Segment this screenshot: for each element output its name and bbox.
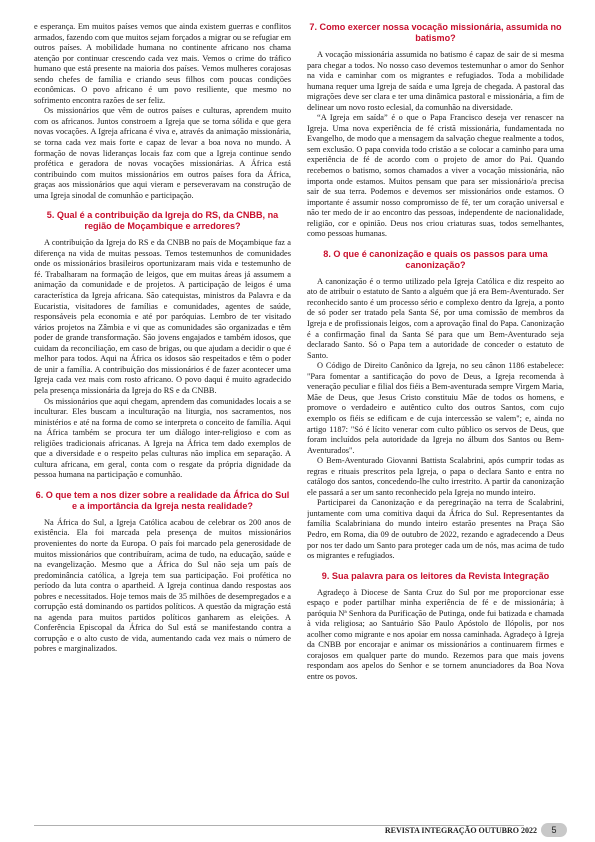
paragraph: Na África do Sul, a Igreja Católica acabou de celebrar os 200 anos de existência. Ela foi marcada pela presença de muitos missionários provenientes do norte da Europa. O país foi marcado pela generosidade de muitos missionários que contribuíram, acima de tudo, na educação, saúde e na evangelização. Mesmo que a África do Sul não seja um país de predominância católica, a Igreja tem sua participação. Foi profética no período da luta contra o apartheid. A Igreja continua dando respostas aos pobres e necessitados. Hoje temos mais de 35 milhões de desempregados e a corrupção está dominando os partidos políticos. A questão da migração está na agenda para muitos partidos políticos ganharem as eleições. A Conferência Episcopal da África do Sul está se manifestando contra a corrupção e o alto custo de vida, aumentando cada vez mais o número de pobres e marginalizados.: [34, 517, 291, 654]
paragraph: Participarei da Canonização e da peregrinação na terra de Scalabrini, juntamente com uma comitiva daqui da África do Sul. Representantes da família Scalabriniana do mundo inteiro estarão presentes na Praça São Pedro, em Roma, dia 09 de outubro de 2022, rezando e agradecendo a Deus por nos ter dado um Santo para proteger cada um de nós, mas acima de tudo os migrantes e refugiados.: [307, 498, 564, 561]
paragraph: A vocação missionária assumida no batismo é capaz de sair de si mesma para chegar a todos. No nosso caso devemos testemunhar o amor do Senhor na vida e caminhar com os migrantes e refugiados. Toda a mobilidade humana requer uma Igreja de saída e uma Igreja de chegada. A pastoral das migrações deve ser clara e ter uma dinâmica pastoral e missionária, a fim de delinear um novo rosto eclesial, da comunhão na diversidade.: [307, 50, 564, 112]
paragraph: A canonização é o termo utilizado pela Igreja Católica e diz respeito ao ato de atribuir o estatuto de Santo a alguém que já era Bem-Aventurado. Ser reconhecido santo é um processo sério e complexo dentro da Igreja, a ponto de só poder ser tratado pela Santa Sé, por uma comissão de membros da Igreja e de profissionais leigos, com a aprovação final do Papa. Canonização é a confirmação final da Santa Sé para que um Bem-Aventurado seja declarado Santo. Só o Papa tem a autoridade de conceder o estatuto de Santo.: [307, 276, 564, 360]
section-heading-8: 8. O que é canonização e quais os passos para uma canonização?: [323, 248, 548, 270]
paragraph: O Bem-Aventurado Giovanni Battista Scalabrini, após cumprir todas as regras e rituais prescritos pela Igreja, o papa o declara Santo e entra no catálogo dos santos, concedendo-lhe culto irrestrito. A partir da canonização ele passará a ser um santo reconhecido pela Igreja no mundo inteiro.: [307, 456, 564, 497]
footer-magazine-title: REVISTA INTEGRAÇÃO OUTUBRO 2022: [384, 826, 537, 835]
paragraph: Os missionários que aqui chegam, aprendem das comunidades locais a se inculturar. Eles buscam a inculturação na liturgia, nos sacramentos, nos ministérios e até na forma de como se interpreta o conceito de família. Aqui na África também se procura ter um diálogo inter-religioso e com as religiões tradicionais africanas. A Igreja na África tem dado exemplos de que a diversidade e o respeito pelas culturas não implica em separação. A cultura africana, em geral, conta com o resgate da própria dignidade da pessoa humana na participação e comunhão.: [34, 396, 291, 480]
paragraph: “A Igreja em saída” é o que o Papa Francisco deseja ver renascer na Igreja. Uma nova experiência de fé cristã missionária, fundamentada no Evangelho, de modo que a mensagem da salvação chegue realmente a todos, sem exclusão. O papa convida todo cristão a se colocar a caminho para uma experiência de fé de acordo com o projeto de amor do Pai. Quando recebemos o batismo, somos chamados a viver a vocação missionária, não importa onde estamos. Muitos pensam que para ser missionário/a precisa sair de sua terra. Podemos e devemos ser missionários onde estamos. O importante é assumir nosso compromisso de fé, ter um coração universal e não ter medo de ir ao encontro das pessoas, independente de nacionalidade, religião, cor e opinião. Deus nos criou criaturas suas, todos semelhantes, como pessoas humanas.: [307, 113, 564, 239]
paragraph: O Código de Direito Canônico da Igreja, no seu cânon 1186 estabelece: "Para fomentar a santificação do povo de Deus, a Igreja recomenda à veneração peculiar e filial dos fiéis a Bem-aventurada sempre Virgem Maria, Mãe de Deus, que Jesus Cristo constituiu Mãe de todos os homens, e promove o verdadeiro e autêntico culto dos outros Santos, com cujo exemplo os fiéis se edificam e de cuja intercessão se valem"; e, ainda no artigo 1187: "Só é lícito venerar com culto público os servos de Deus, que foram incluídos pela autoridade da Igreja no álbum dos Santos ou Bem-Aventurados".: [307, 361, 564, 455]
page-footer: [0, 822, 595, 842]
section-heading-7: 7. Como exercer nossa vocação missionária, assumida no batismo?: [309, 22, 562, 43]
paragraph: Agradeço à Diocese de Santa Cruz do Sul por me proporcionar esse espaço e poder partilhar minha experiência de fé e de missionária; à paróquia Nª Senhora da Purificação de Putinga, onde fui batizada e chamada à vida religiosa; ao Santuário São Paulo Apóstolo de Ilópolis, por nos acolher como migrante e nos apoiar em nossa caminhada. Agradeço à Igreja da CNBB por encorajar e animar os missionários a continuarem firmes e corajosos em qualquer parte do mundo. Rezemos para que mais jovens respondam aos apelos do Senhor e se tornem anunciadores da Boa Nova entre os povos.: [307, 587, 564, 681]
right-column: [307, 22, 564, 822]
article-page: [34, 22, 564, 822]
paragraph: Os missionários que vêm de outros países e culturas, aprendem muito com os africanos. Juntos constroem a Igreja que se torna sólida e que gera novas vocações. A Igreja africana é viva e, através da animação missionária, se torna cada vez mais forte e capaz de levar a boa nova no mundo. A formação de novas lideranças locais faz com que a Igreja continue sendo profética e geradora de novas vocações missionárias. A África está contribuindo com muitos missionários em outros países fora da África, graças aos missionários que aqui vieram e perseveravam na construção de uma Igreja sinodal de comunhão e participação.: [34, 106, 291, 200]
left-column: [34, 22, 291, 822]
paragraph: e esperança. Em muitos países vemos que ainda existem guerras e conflitos armados, fazendo com que muitos sejam forçados a migrar ou se refugiar em outros países. A mobilidade humana no continente africano nos chama atenção por continuar crescendo cada vez mais. Vemos o crime do tráfico humano que está presente na maioria dos países. Vemos mulheres corajosas sendo chefes de família e criando seus filhos com poucas condições econômicas. O povo africano é um povo resiliente, que mesmo no sofrimento encontra razões de ser feliz.: [34, 22, 291, 105]
paragraph: A contribuição da Igreja do RS e da CNBB no país de Moçambique faz a diferença na vida de muitas pessoas. Temos testemunhos de comunidades onde os missionários brasileiros oportunizaram mais vida e testemunho de fé. Trabalharam na formação de leigos, que em muitas áreas já assumem a animação da comunidade e de projetos. A participação de leigos é uma característica da Igreja africana. São catequistas, ministros da Palavra e da Eucaristia, visitadores de famílias e comunidades, agentes de saúde, responsáveis pela economia e até por paróquias. Lembro de ter visitado vários projetos na Zâmbia e vi que as comunidades são organizadas e têm poder de grande transformação. São jovens engajados e também idosos, que cuidam da reconciliação, em caso de brigas, ou que ajudam a decidir o que é melhor para todos. Aqui na África os idosos são respeitados e têm o poder de unir a família. A contribuição dos missionários é de fazer acontecer uma Igreja cada vez mais com rosto africano. O povo daqui é muito agradecido pela presença missionária da Igreja do RS e da CNBB.: [34, 238, 291, 395]
section-heading-9: 9. Sua palavra para os leitores da Revista Integração: [321, 570, 550, 581]
section-heading-5: 5. Qual é a contribuição da Igreja do RS, da CNBB, na região de Moçambique e arredores?: [46, 210, 279, 232]
section-heading-6: 6. O que tem a nos dizer sobre a realidade da África do Sul e a importância da Igreja nesta realidade?: [35, 489, 290, 511]
page-number-badge: 5: [541, 823, 567, 837]
